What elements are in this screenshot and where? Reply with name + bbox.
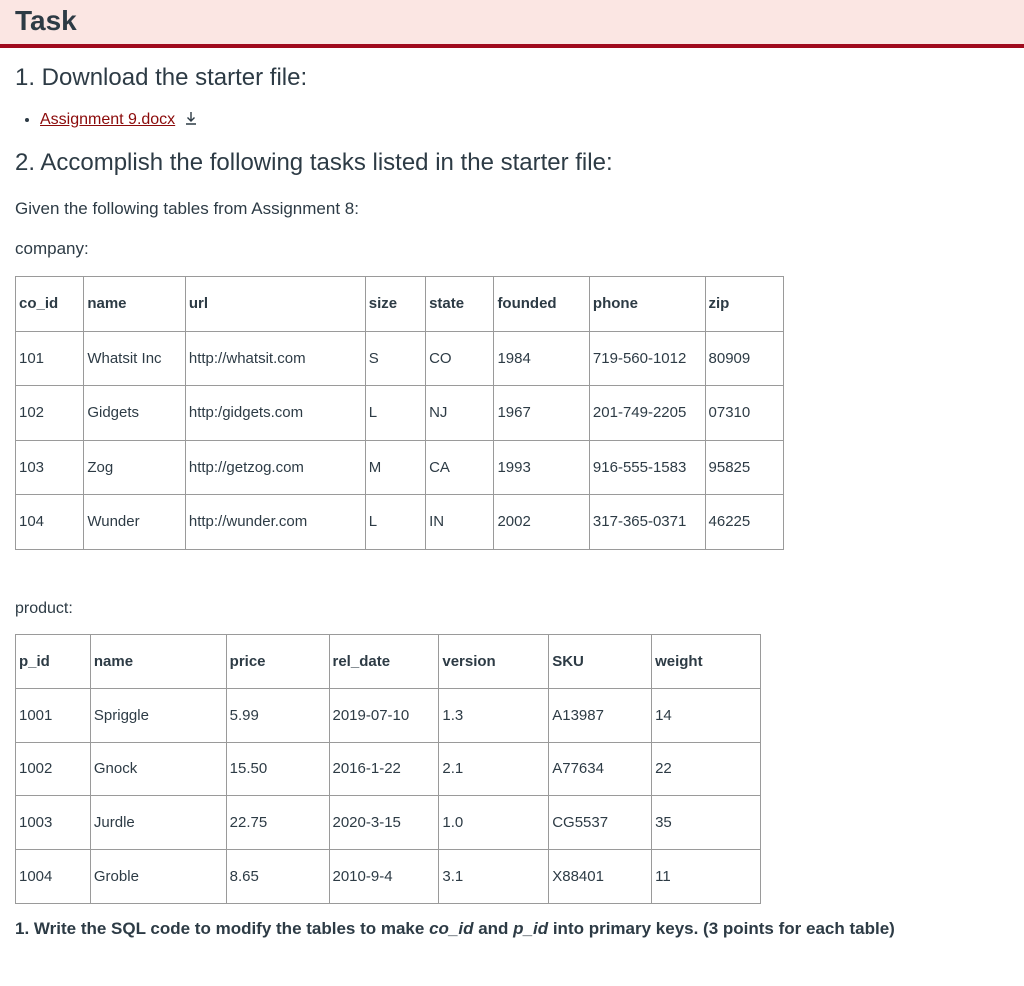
table-cell: 8.65 — [226, 850, 329, 904]
table-cell: L — [365, 495, 425, 550]
table-cell: 3.1 — [439, 850, 549, 904]
table-cell: 2.1 — [439, 742, 549, 796]
intro-text: Given the following tables from Assignment 8: — [15, 199, 359, 218]
table-cell: 1004 — [16, 850, 91, 904]
table-cell: 1002 — [16, 742, 91, 796]
product-col-header: weight — [652, 635, 761, 689]
table-cell: Groble — [90, 850, 226, 904]
table-cell: 201-749-2205 — [589, 386, 705, 441]
table-cell: Whatsit Inc — [84, 331, 186, 386]
question-1: 1. Write the SQL code to modify the tables to make co_id and p_id into primary keys. (3 points for each table) — [15, 919, 895, 938]
company-label: company: — [15, 239, 89, 258]
company-header-row — [16, 277, 784, 332]
step1-heading: 1. Download the starter file: — [15, 64, 308, 91]
company-col-header: founded — [494, 277, 589, 332]
table-cell: 2016-1-22 — [329, 742, 439, 796]
table-cell: X88401 — [549, 850, 652, 904]
table-cell: L — [365, 386, 425, 441]
table-cell: 15.50 — [226, 742, 329, 796]
page-title: Task — [15, 5, 77, 36]
table-cell: 2020-3-15 — [329, 796, 439, 850]
table-cell: 1.3 — [439, 688, 549, 742]
product-col-header: price — [226, 635, 329, 689]
table-cell: 2002 — [494, 495, 589, 550]
table-cell: Gidgets — [84, 386, 186, 441]
product-col-header: name — [90, 635, 226, 689]
table-cell: 104 — [16, 495, 84, 550]
table-cell: 11 — [652, 850, 761, 904]
table-cell: CG5537 — [549, 796, 652, 850]
table-cell: A13987 — [549, 688, 652, 742]
table-cell: 1003 — [16, 796, 91, 850]
table-cell: Gnock — [90, 742, 226, 796]
table-cell: 80909 — [705, 331, 783, 386]
key-co-id: co_id — [429, 919, 474, 938]
company-col-header: co_id — [16, 277, 84, 332]
table-cell: 14 — [652, 688, 761, 742]
table-cell: Jurdle — [90, 796, 226, 850]
table-cell: 95825 — [705, 440, 783, 495]
table-cell: 101 — [16, 331, 84, 386]
table-cell: 103 — [16, 440, 84, 495]
table-cell: http://wunder.com — [185, 495, 365, 550]
file-list — [0, 110, 199, 131]
table-cell: 1984 — [494, 331, 589, 386]
table-cell: http:/gidgets.com — [185, 386, 365, 441]
assignment-file-link[interactable]: Assignment 9.docx — [40, 111, 176, 128]
table-cell: M — [365, 440, 425, 495]
table-row — [16, 440, 784, 495]
table-row — [16, 742, 761, 796]
table-cell: NJ — [426, 386, 494, 441]
table-cell: 1001 — [16, 688, 91, 742]
table-cell: 2019-07-10 — [329, 688, 439, 742]
file-list-item — [40, 110, 199, 131]
company-col-header: url — [185, 277, 365, 332]
product-col-header: version — [439, 635, 549, 689]
table-cell: 22.75 — [226, 796, 329, 850]
table-row — [16, 850, 761, 904]
table-cell: 1967 — [494, 386, 589, 441]
product-col-header: rel_date — [329, 635, 439, 689]
company-col-header: size — [365, 277, 425, 332]
table-cell: 5.99 — [226, 688, 329, 742]
table-cell: 07310 — [705, 386, 783, 441]
table-cell: 1.0 — [439, 796, 549, 850]
product-col-header: p_id — [16, 635, 91, 689]
company-col-header: phone — [589, 277, 705, 332]
table-cell: CO — [426, 331, 494, 386]
page-banner — [0, 0, 1024, 48]
table-cell: 916-555-1583 — [589, 440, 705, 495]
step2-heading: 2. Accomplish the following tasks listed in the starter file: — [15, 149, 613, 176]
table-row — [16, 796, 761, 850]
table-cell: 317-365-0371 — [589, 495, 705, 550]
table-cell: IN — [426, 495, 494, 550]
company-col-header: zip — [705, 277, 783, 332]
table-row — [16, 688, 761, 742]
table-cell: 46225 — [705, 495, 783, 550]
table-row — [16, 386, 784, 441]
download-icon[interactable] — [183, 110, 199, 131]
table-cell: http://getzog.com — [185, 440, 365, 495]
table-cell: 22 — [652, 742, 761, 796]
table-row — [16, 495, 784, 550]
table-cell: 102 — [16, 386, 84, 441]
product-header-row — [16, 635, 761, 689]
key-p-id: p_id — [513, 919, 549, 938]
table-cell: 2010-9-4 — [329, 850, 439, 904]
table-cell: Zog — [84, 440, 186, 495]
table-cell: A77634 — [549, 742, 652, 796]
table-row — [16, 331, 784, 386]
company-col-header: state — [426, 277, 494, 332]
table-cell: Spriggle — [90, 688, 226, 742]
company-col-header: name — [84, 277, 186, 332]
table-cell: CA — [426, 440, 494, 495]
table-cell: Wunder — [84, 495, 186, 550]
product-label: product: — [15, 600, 73, 617]
table-cell: 35 — [652, 796, 761, 850]
product-table — [15, 634, 761, 904]
table-cell: 719-560-1012 — [589, 331, 705, 386]
table-cell: 1993 — [494, 440, 589, 495]
product-col-header: SKU — [549, 635, 652, 689]
table-cell: http://whatsit.com — [185, 331, 365, 386]
company-table — [15, 276, 784, 550]
table-cell: S — [365, 331, 425, 386]
